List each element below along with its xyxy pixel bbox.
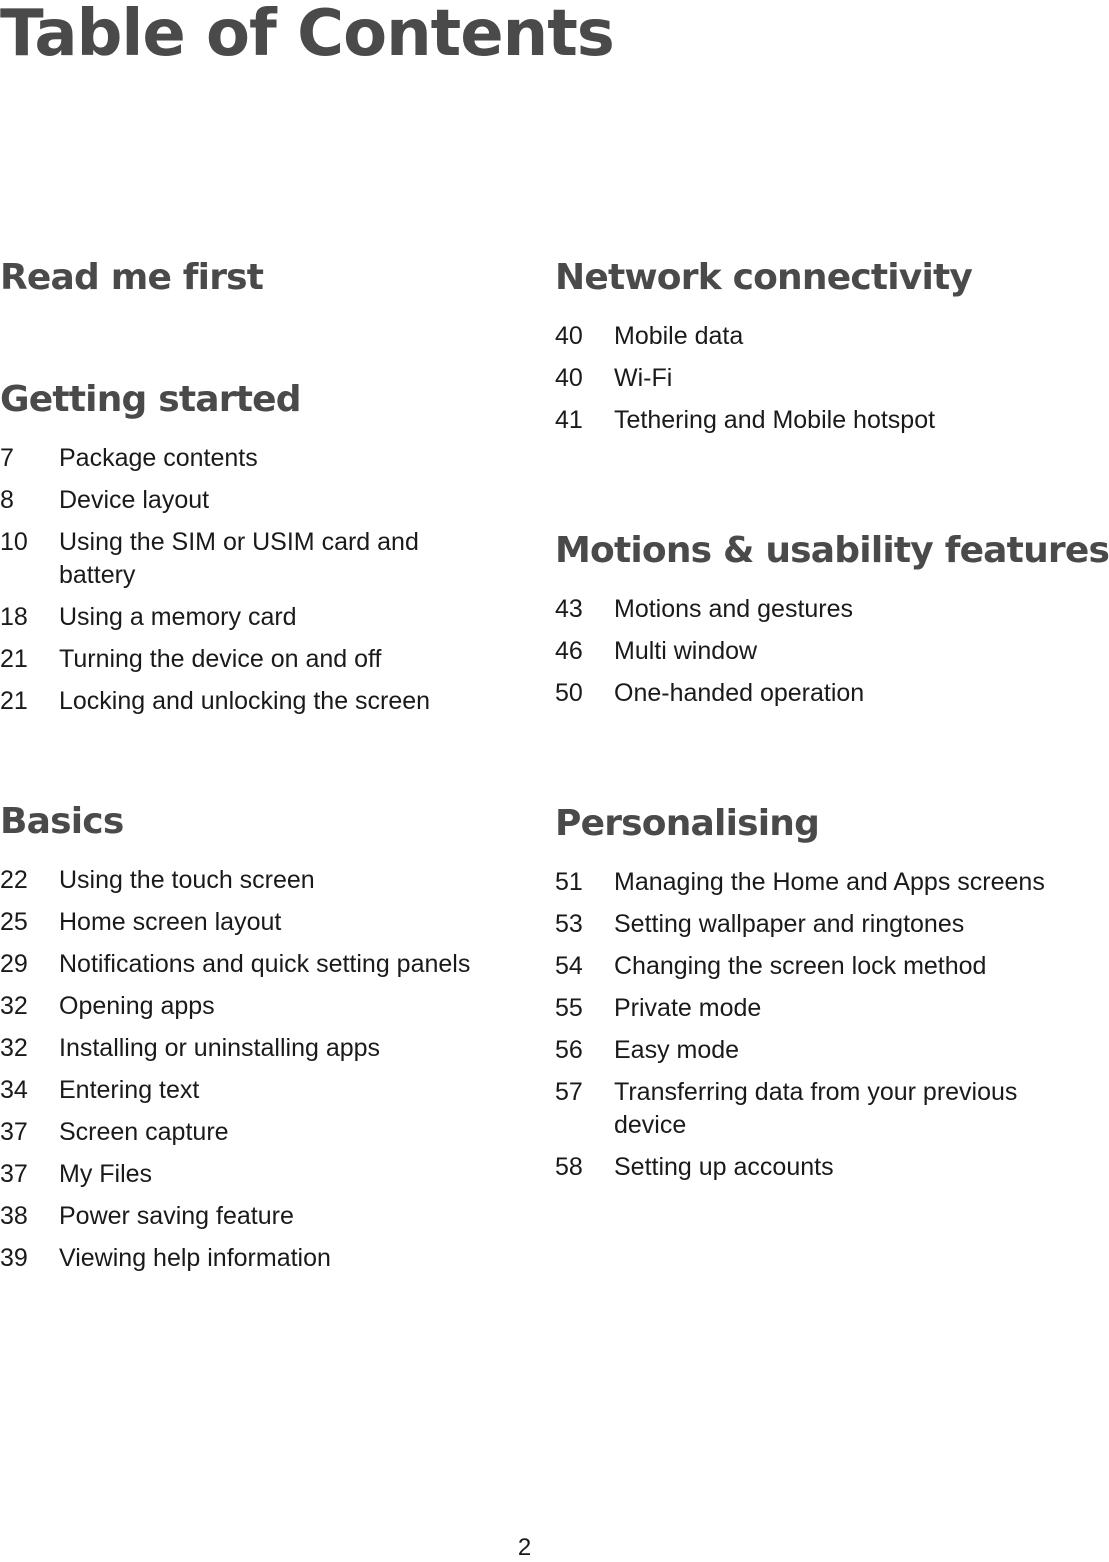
entry-title: Transferring data from your previous device: [614, 1078, 1018, 1139]
toc-entry[interactable]: [0, 643, 500, 676]
toc-entry-list: [555, 593, 1049, 710]
entry-title: Locking and unlocking the screen: [59, 687, 431, 715]
toc-entry[interactable]: [0, 864, 500, 897]
entry-page-number: 32: [0, 992, 28, 1020]
entry-title: Mobile data: [614, 322, 744, 350]
toc-entry[interactable]: [0, 1158, 500, 1191]
section-title[interactable]: Motions & usability features: [555, 530, 1109, 571]
section-title[interactable]: Network connectivity: [555, 257, 973, 298]
entry-page-number: 22: [0, 866, 28, 894]
entry-title: Using a memory card: [59, 603, 297, 631]
entry-title: Installing or uninstalling apps: [59, 1034, 381, 1062]
entry-title: Multi window: [614, 637, 758, 665]
entry-title: Setting up accounts: [614, 1153, 834, 1181]
toc-entry[interactable]: [555, 908, 1049, 941]
entry-page-number: 18: [0, 603, 28, 631]
toc-entry[interactable]: [0, 484, 500, 517]
toc-section-read-me-first: [0, 250, 500, 306]
entry-title: Package contents: [59, 444, 258, 472]
entry-page-number: 21: [0, 687, 28, 715]
toc-entry[interactable]: [555, 1076, 1049, 1142]
section-title[interactable]: Basics: [0, 801, 124, 842]
entry-page-number: 37: [0, 1160, 28, 1188]
toc-entry[interactable]: [555, 866, 1049, 899]
toc-column-left: [0, 250, 500, 1361]
entry-title: Notifications and quick setting panels: [59, 950, 471, 978]
toc-entry[interactable]: [555, 1151, 1049, 1184]
entry-page-number: 40: [555, 322, 583, 350]
toc-entry[interactable]: [0, 601, 500, 634]
entry-page-number: 56: [555, 1036, 583, 1064]
toc-section-basics: [0, 794, 500, 1275]
toc-entry[interactable]: [0, 990, 500, 1023]
entry-page-number: 34: [0, 1076, 28, 1104]
entry-title: Device layout: [59, 486, 210, 514]
entry-title: Home screen layout: [59, 908, 282, 936]
entry-title: Setting wallpaper and ringtones: [614, 910, 965, 938]
entry-page-number: 8: [0, 486, 14, 514]
toc-entry[interactable]: [0, 526, 500, 592]
toc-entry[interactable]: [0, 685, 500, 718]
toc-section-personalising: [555, 796, 1049, 1184]
toc-entry-list: [555, 866, 1049, 1184]
entry-title: Turning the device on and off: [59, 645, 382, 673]
toc-entry[interactable]: [555, 320, 1049, 353]
entry-page-number: 43: [555, 595, 583, 623]
entry-page-number: 40: [555, 364, 583, 392]
toc-entry-list: [0, 442, 500, 718]
entry-title: Using the SIM or USIM card and battery: [59, 528, 419, 589]
toc-column-right: [555, 250, 1109, 1270]
toc-entry[interactable]: [0, 1200, 500, 1233]
section-title[interactable]: Read me first: [0, 257, 264, 298]
entry-page-number: 25: [0, 908, 28, 936]
entry-page-number: 29: [0, 950, 28, 978]
toc-entry[interactable]: [0, 1242, 500, 1275]
entry-title: Changing the screen lock method: [614, 952, 987, 980]
entry-title: Entering text: [59, 1076, 200, 1104]
entry-title: Managing the Home and Apps screens: [614, 868, 1045, 896]
entry-title: Viewing help information: [59, 1244, 331, 1272]
toc-entry[interactable]: [555, 404, 1049, 437]
entry-page-number: 54: [555, 952, 583, 980]
entry-page-number: 55: [555, 994, 583, 1022]
toc-entry[interactable]: [555, 593, 1049, 626]
entry-page-number: 10: [0, 528, 28, 556]
entry-title: My Files: [59, 1160, 153, 1188]
entry-page-number: 51: [555, 868, 583, 896]
section-title[interactable]: Getting started: [0, 379, 301, 420]
toc-entry[interactable]: [555, 992, 1049, 1025]
entry-title: Wi-Fi: [614, 364, 673, 392]
toc-entry[interactable]: [0, 1032, 500, 1065]
toc-entry[interactable]: [555, 1034, 1049, 1067]
toc-entry[interactable]: [555, 635, 1049, 668]
toc-entry[interactable]: [0, 442, 500, 475]
entry-page-number: 41: [555, 406, 583, 434]
page-number: 2: [517, 1534, 532, 1561]
entry-page-number: 21: [0, 645, 28, 673]
toc-entry[interactable]: [0, 948, 500, 981]
entry-page-number: 46: [555, 637, 583, 665]
entry-title: Opening apps: [59, 992, 215, 1020]
entry-title: Using the touch screen: [59, 866, 315, 894]
entry-title: Tethering and Mobile hotspot: [614, 406, 936, 434]
entry-page-number: 7: [0, 444, 14, 472]
entry-title: Screen capture: [59, 1118, 229, 1146]
toc-entry[interactable]: [555, 677, 1049, 710]
entry-title: Easy mode: [614, 1036, 740, 1064]
entry-page-number: 58: [555, 1153, 583, 1181]
entry-page-number: 37: [0, 1118, 28, 1146]
toc-entry[interactable]: [555, 950, 1049, 983]
entry-title: Motions and gestures: [614, 595, 854, 623]
entry-page-number: 50: [555, 679, 583, 707]
entry-title: Private mode: [614, 994, 762, 1022]
entry-page-number: 57: [555, 1078, 583, 1106]
toc-section-network-connectivity: [555, 250, 1049, 437]
entry-page-number: 39: [0, 1244, 28, 1272]
toc-entry[interactable]: [555, 362, 1049, 395]
page-title: Table of Contents: [0, 0, 614, 71]
entry-page-number: 53: [555, 910, 583, 938]
section-title[interactable]: Personalising: [555, 803, 820, 844]
entry-page-number: 38: [0, 1202, 28, 1230]
toc-entry[interactable]: [0, 1116, 500, 1149]
toc-entry-list: [0, 864, 500, 1275]
toc-entry-list: [555, 320, 1049, 437]
entry-title: One-handed operation: [614, 679, 865, 707]
toc-entry[interactable]: [0, 1074, 500, 1107]
toc-entry[interactable]: [0, 906, 500, 939]
toc-section-getting-started: [0, 372, 500, 718]
toc-section-motions-usability: [555, 523, 1109, 710]
entry-page-number: 32: [0, 1034, 28, 1062]
entry-title: Power saving feature: [59, 1202, 294, 1230]
